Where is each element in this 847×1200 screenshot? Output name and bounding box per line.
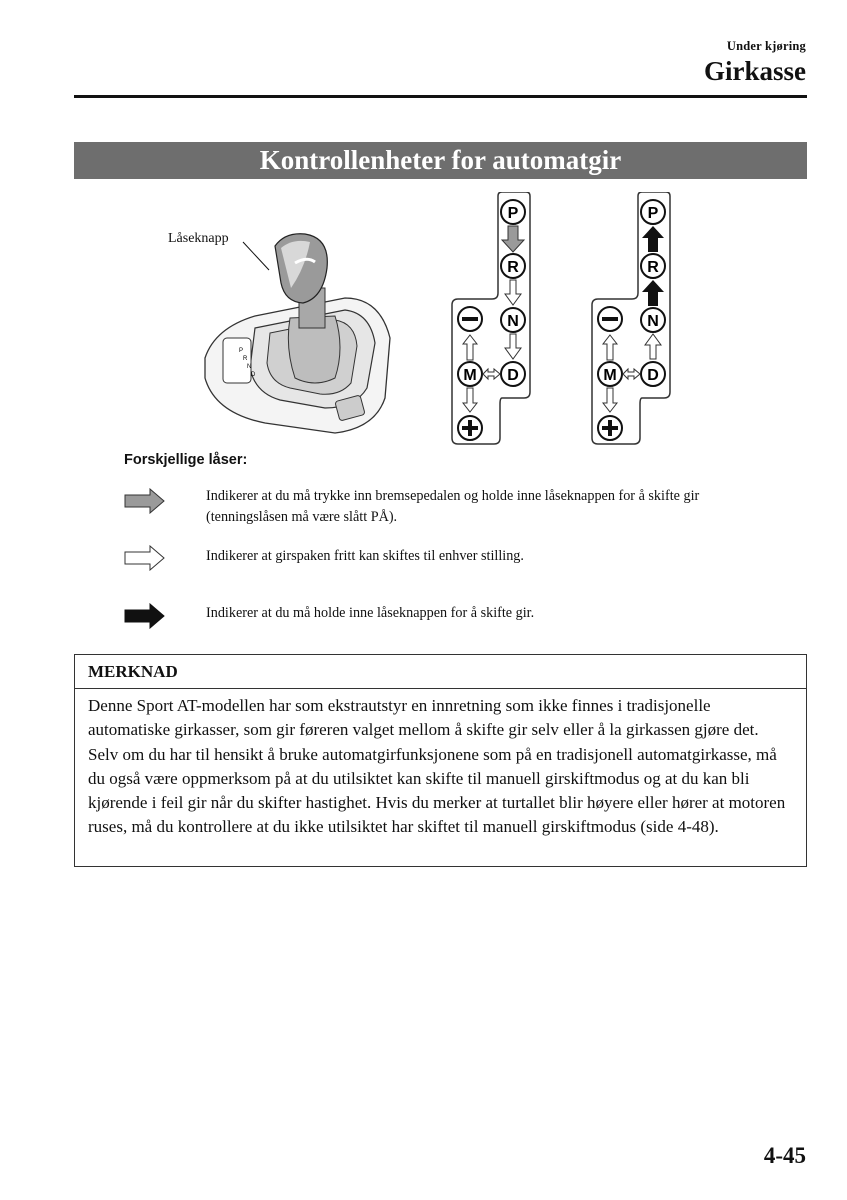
gate-r: R xyxy=(507,259,519,276)
section-title: Kontrollenheter for automatgir xyxy=(74,142,807,179)
gate-n: N xyxy=(507,313,519,330)
svg-text:R: R xyxy=(243,356,248,362)
svg-text:P: P xyxy=(239,348,244,354)
shift-lever-illustration xyxy=(195,228,395,438)
lock-item-text: Indikerer at du må holde inne låseknappen for å skifte gir. xyxy=(206,605,535,621)
gate-r: R xyxy=(647,259,659,276)
svg-text:D: D xyxy=(251,372,256,378)
gate-m: M xyxy=(603,367,617,384)
shift-gate-diagram-left xyxy=(450,192,550,447)
gate-d: D xyxy=(647,367,659,384)
lock-item-text: Indikerer at du må trykke inn bremsepedalen og holde inne låseknappen for å skifte gir (tenningslåsen må være slått PÅ). xyxy=(206,488,700,525)
white-arrow-icon xyxy=(124,545,166,571)
note-body: Denne Sport AT-modellen har som ekstrautstyr en innretning som ikke finnes i tradisjonelle automatiske girkasser, som gir føreren valget mellom å skifte gir selv eller å la girkassen gjøre det. Selv om du har til hensikt å bruke automatgirfunksjonene som på en tradisjonell automatgirkasse, må du også være oppmerksom på at du utilsiktet kan skifte til manuell girskiftmodus og at du kan bli kjørende i feil gir når du skifter hastighet. Hvis du merker at turtallet blir høyere eller hører at motoren ruses, må du kontrollere at du ikke utilsiktet har skiftet til manuell girskiftmodus (side 4-48). xyxy=(88,696,786,837)
gate-m: M xyxy=(463,367,477,384)
header-rule xyxy=(74,95,807,98)
note-title: MERKNAD xyxy=(75,655,806,689)
running-header-section: Under kjøring xyxy=(726,39,806,53)
svg-text:N: N xyxy=(247,364,252,370)
gate-d: D xyxy=(507,367,519,384)
shift-gate-diagram-right xyxy=(590,192,690,447)
lock-button-callout: Låseknapp xyxy=(168,231,229,246)
running-header-chapter: Girkasse xyxy=(703,56,806,86)
gate-p: P xyxy=(647,205,659,222)
page-number: 4-45 xyxy=(763,1143,806,1168)
gate-p: P xyxy=(507,205,519,222)
black-arrow-icon xyxy=(124,603,166,629)
note-box xyxy=(74,654,807,867)
lock-types-title: Forskjellige låser: xyxy=(124,452,248,468)
gate-n: N xyxy=(647,313,659,330)
lock-item-text: Indikerer at girspaken fritt kan skiftes til enhver stilling. xyxy=(206,548,524,564)
gray-arrow-icon xyxy=(124,488,166,514)
